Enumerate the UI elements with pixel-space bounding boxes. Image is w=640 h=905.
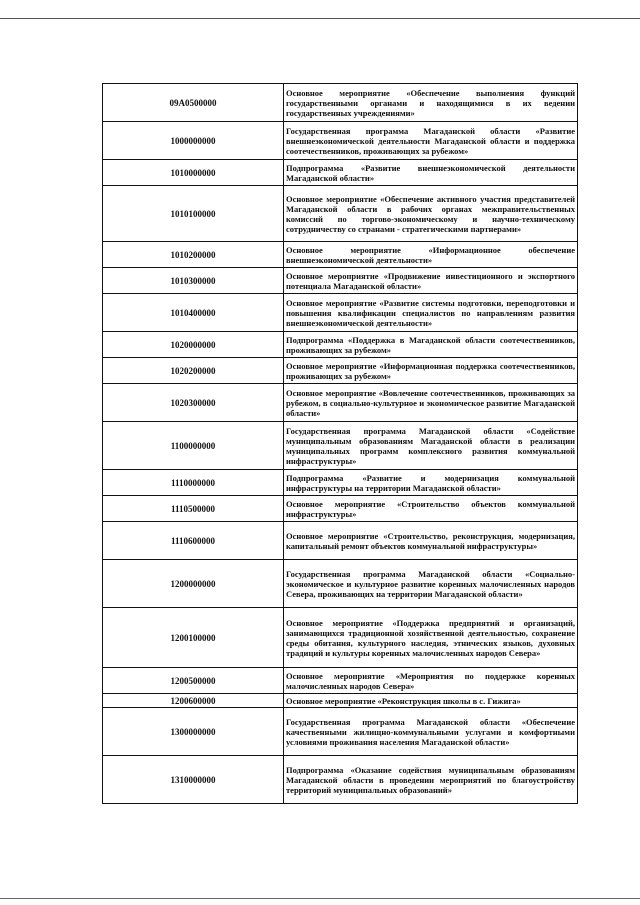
row-description: Основное мероприятие «Обеспечение выполнения функций государственными органами и находящимися в их ведении государственных учреждениями» (284, 84, 578, 122)
scan-edge-bottom (0, 898, 640, 899)
row-code: 1110000000 (103, 470, 284, 496)
budget-codes-table (102, 83, 578, 804)
row-description: Подпрограмма «Развитие внешнеэкономической деятельности Магаданской области» (284, 160, 578, 186)
row-code: 1200100000 (103, 608, 284, 668)
row-description: Государственная программа Магаданской области «Обеспечение качественными жилищно-коммунальными услугами и комфортными условиями проживания населения Магаданской области» (284, 708, 578, 756)
row-description: Государственная программа Магаданской области «Социально-экономическое и культурное развитие коренных малочисленных народов Севера, проживающих на территории Магаданской области» (284, 560, 578, 608)
table-row (103, 756, 578, 804)
table-row (103, 242, 578, 268)
row-description: Основное мероприятие «Вовлечение соотечественников, проживающих за рубежом, в социально-культурное и экономическое развитие Магаданской области» (284, 384, 578, 422)
row-code: 1020200000 (103, 358, 284, 384)
document-page (102, 83, 578, 804)
row-description: Основное мероприятие «Реконструкция школы в с. Гижига» (284, 694, 578, 708)
row-description: Основное мероприятие «Поддержка предприятий и организаций, занимающихся традиционной хозяйственной деятельностью, сохранение среды обитания, культурного наследия, этнических языков, духовных традиций и культуры коренных малочисленных народов Севера» (284, 608, 578, 668)
row-code: 1020000000 (103, 332, 284, 358)
row-description: Основное мероприятие «Информационная поддержка соотечественников, проживающих за рубежом» (284, 358, 578, 384)
table-row (103, 422, 578, 470)
table-row (103, 294, 578, 332)
row-code: 09А0500000 (103, 84, 284, 122)
row-code: 1300000000 (103, 708, 284, 756)
row-description: Подпрограмма «Поддержка в Магаданской области соотечественников, проживающих за рубежом» (284, 332, 578, 358)
row-code: 1010400000 (103, 294, 284, 332)
row-code: 1010300000 (103, 268, 284, 294)
row-description: Основное мероприятие «Продвижение инвестиционного и экспортного потенциала Магаданской области» (284, 268, 578, 294)
row-code: 1200500000 (103, 668, 284, 694)
row-code: 1010200000 (103, 242, 284, 268)
row-code: 1010100000 (103, 186, 284, 242)
row-code: 1100000000 (103, 422, 284, 470)
row-description: Подпрограмма «Развитие и модернизация коммунальной инфраструктуры на территории Магаданской области» (284, 470, 578, 496)
table-row (103, 694, 578, 708)
table-row (103, 84, 578, 122)
table-row (103, 122, 578, 160)
row-code: 1200000000 (103, 560, 284, 608)
table-row (103, 384, 578, 422)
table-row (103, 268, 578, 294)
row-description: Основное мероприятие «Мероприятия по поддержке коренных малочисленных народов Севера» (284, 668, 578, 694)
table-row (103, 668, 578, 694)
table-row (103, 358, 578, 384)
row-description: Основное мероприятие «Информационное обеспечение внешнеэкономической деятельности» (284, 242, 578, 268)
scan-edge-top (0, 18, 640, 19)
row-code: 1310000000 (103, 756, 284, 804)
row-code: 1020300000 (103, 384, 284, 422)
row-description: Основное мероприятие «Строительство объектов коммунальной инфраструктуры» (284, 496, 578, 522)
row-description: Государственная программа Магаданской области «Содействие муниципальным образованиям Магаданской области в реализации муниципальных программ комплексного развития коммунальной инфраструктуры» (284, 422, 578, 470)
table-row (103, 160, 578, 186)
row-code: 1110500000 (103, 496, 284, 522)
table-body (103, 84, 578, 804)
row-description: Основное мероприятие «Развитие системы подготовки, переподготовки и повышения квалификации специалистов по направлениям развития внешнеэкономической деятельности» (284, 294, 578, 332)
table-row (103, 560, 578, 608)
row-description: Государственная программа Магаданской области «Развитие внешнеэкономической деятельности Магаданской области и поддержка соотечественников, проживающих за рубежом» (284, 122, 578, 160)
table-row (103, 470, 578, 496)
table-row (103, 186, 578, 242)
row-code: 1110600000 (103, 522, 284, 560)
table-row (103, 522, 578, 560)
row-code: 1200600000 (103, 694, 284, 708)
row-description: Основное мероприятие «Обеспечение активного участия представителей Магаданской области в рабочих органах межправительственных комиссий по торгово-экономическому и научно-техническому сотрудничеству со странами - стратегическими партнерами» (284, 186, 578, 242)
table-row (103, 608, 578, 668)
row-description: Подпрограмма «Оказание содействия муниципальным образованиям Магаданской области в проведении мероприятий по благоустройству территорий муниципальных образований» (284, 756, 578, 804)
table-row (103, 708, 578, 756)
row-description: Основное мероприятие «Строительство, реконструкция, модернизация, капитальный ремонт объектов коммунальной инфраструктуры» (284, 522, 578, 560)
table-row (103, 332, 578, 358)
row-code: 1000000000 (103, 122, 284, 160)
row-code: 1010000000 (103, 160, 284, 186)
table-row (103, 496, 578, 522)
